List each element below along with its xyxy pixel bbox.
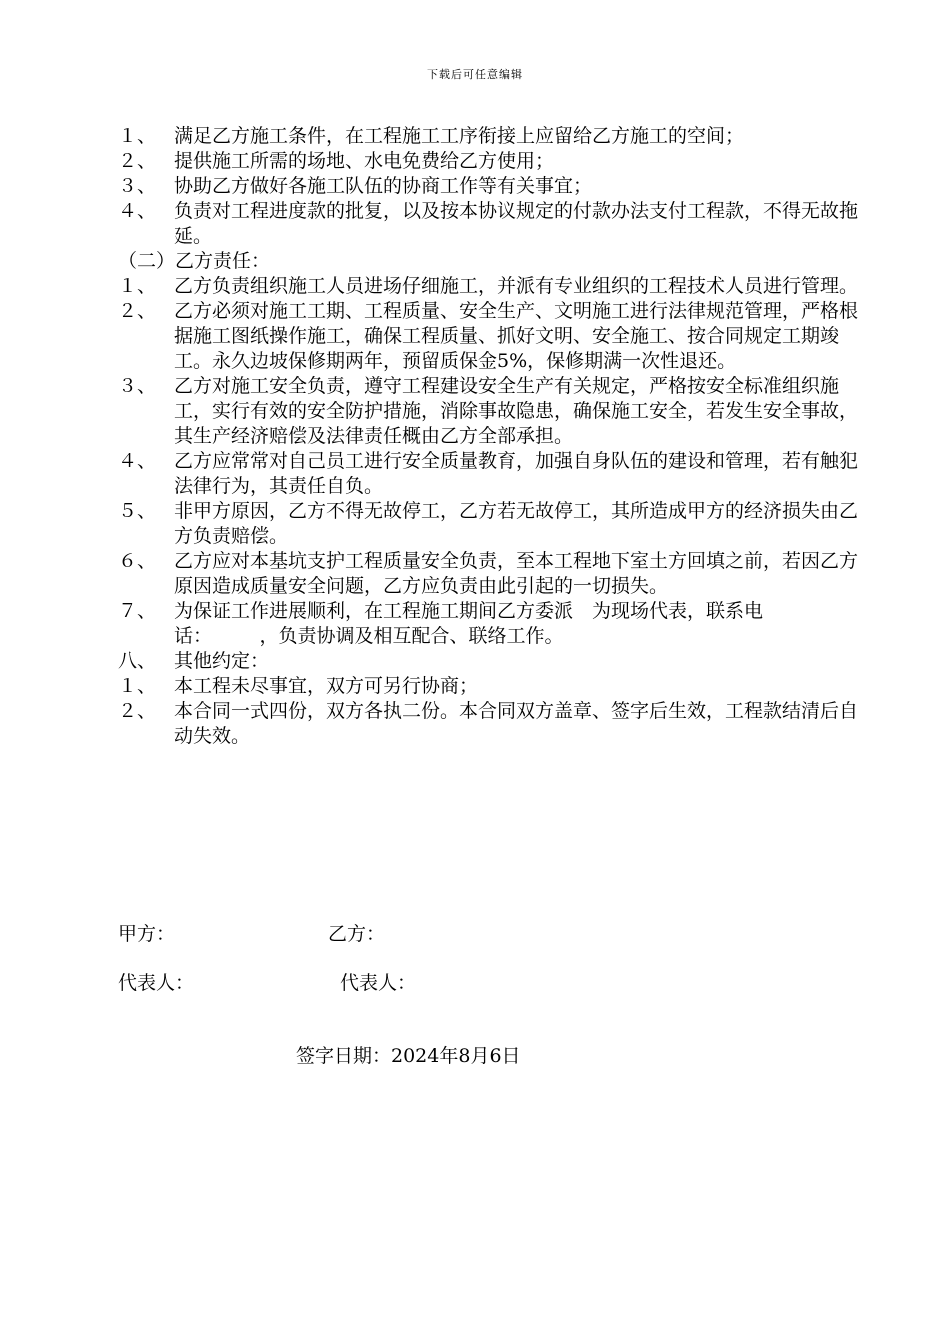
item-number: ６、 — [118, 550, 157, 572]
list-item — [118, 274, 858, 299]
list-item — [118, 599, 858, 649]
page-header: 下载后可任意编辑 — [427, 68, 523, 81]
list-item — [118, 549, 858, 599]
item-number: ４、 — [118, 200, 157, 222]
item-number: ５、 — [118, 500, 157, 522]
item-number: １、 — [118, 125, 157, 147]
item-number: ２、 — [118, 700, 157, 722]
section-title: 其他约定： — [174, 650, 270, 672]
item-number: ２、 — [118, 150, 157, 172]
item-text: 为保证工作进展顺利，在工程施工期间乙方委派 为现场代表，联系电话： ，负责协调及相互配合、联络工作。 — [174, 600, 764, 647]
section-heading-other — [118, 649, 858, 674]
party-a-representative-label: 代表人： — [118, 972, 195, 994]
item-text: 乙方应对本基坑支护工程质量安全负责，至本工程地下室土方回填之前，若因乙方原因造成质量安全问题，乙方应负责由此引起的一切损失。 — [174, 550, 859, 597]
item-text: 乙方负责组织施工人员进场仔细施工，并派有专业组织的工程技术人员进行管理。 — [174, 275, 859, 297]
item-text: 提供施工所需的场地、水电免费给乙方使用； — [174, 150, 555, 172]
list-item — [118, 449, 858, 499]
item-text: 乙方对施工安全负责，遵守工程建设安全生产有关规定，严格按安全标准组织施工，实行有效的安全防护措施，消除事故隐患，确保施工安全，若发生安全事故，其生产经济赔偿及法律责任概由乙方全部承担。 — [174, 375, 859, 447]
item-number: ２、 — [118, 300, 157, 322]
item-text: 满足乙方施工条件，在工程施工工序衔接上应留给乙方施工的空间； — [174, 125, 745, 147]
item-text: 协助乙方做好各施工队伍的协商工作等有关事宜； — [174, 175, 593, 197]
item-text: 非甲方原因，乙方不得无故停工，乙方若无故停工，其所造成甲方的经济损失由乙方负责赔偿。 — [174, 500, 859, 547]
item-text: 本合同一式四份，双方各执二份。本合同双方盖章、签字后生效，工程款结清后自动失效。 — [174, 700, 859, 747]
section-number: 八、 — [118, 650, 157, 672]
item-text: 负责对工程进度款的批复，以及按本协议规定的付款办法支付工程款，不得无故拖延。 — [174, 200, 859, 247]
list-item — [118, 499, 858, 549]
item-number: １、 — [118, 675, 157, 697]
list-item — [118, 124, 858, 149]
signing-date: 签字日期：2024年8月6日 — [296, 1045, 521, 1067]
list-item — [118, 674, 858, 699]
party-a-label: 甲方： — [118, 923, 176, 945]
item-number: ７、 — [118, 600, 157, 622]
item-number: ３、 — [118, 175, 157, 197]
list-item — [118, 699, 858, 749]
contract-body — [118, 124, 858, 749]
list-item — [118, 374, 858, 449]
list-item — [118, 174, 858, 199]
section-heading-party-b: （二）乙方责任： — [118, 250, 271, 272]
item-text: 乙方必须对施工工期、工程质量、安全生产、文明施工进行法律规范管理，严格根据施工图纸操作施工，确保工程质量、抓好文明、安全施工、按合同规定工期竣工。永久边坡保修期两年，预留质保金5%，保修期满一次性退还。 — [174, 300, 859, 372]
item-text: 乙方应常常对自己员工进行安全质量教育，加强自身队伍的建设和管理，若有触犯法律行为，其责任自负。 — [174, 450, 859, 497]
item-number: ３、 — [118, 375, 157, 397]
item-number: １、 — [118, 275, 157, 297]
list-item — [118, 299, 858, 374]
list-item — [118, 149, 858, 174]
list-item — [118, 199, 858, 249]
item-number: ４、 — [118, 450, 157, 472]
item-text: 本工程未尽事宜，双方可另行协商； — [174, 675, 479, 697]
party-b-representative-label: 代表人： — [340, 972, 417, 994]
party-b-label: 乙方： — [328, 923, 386, 945]
